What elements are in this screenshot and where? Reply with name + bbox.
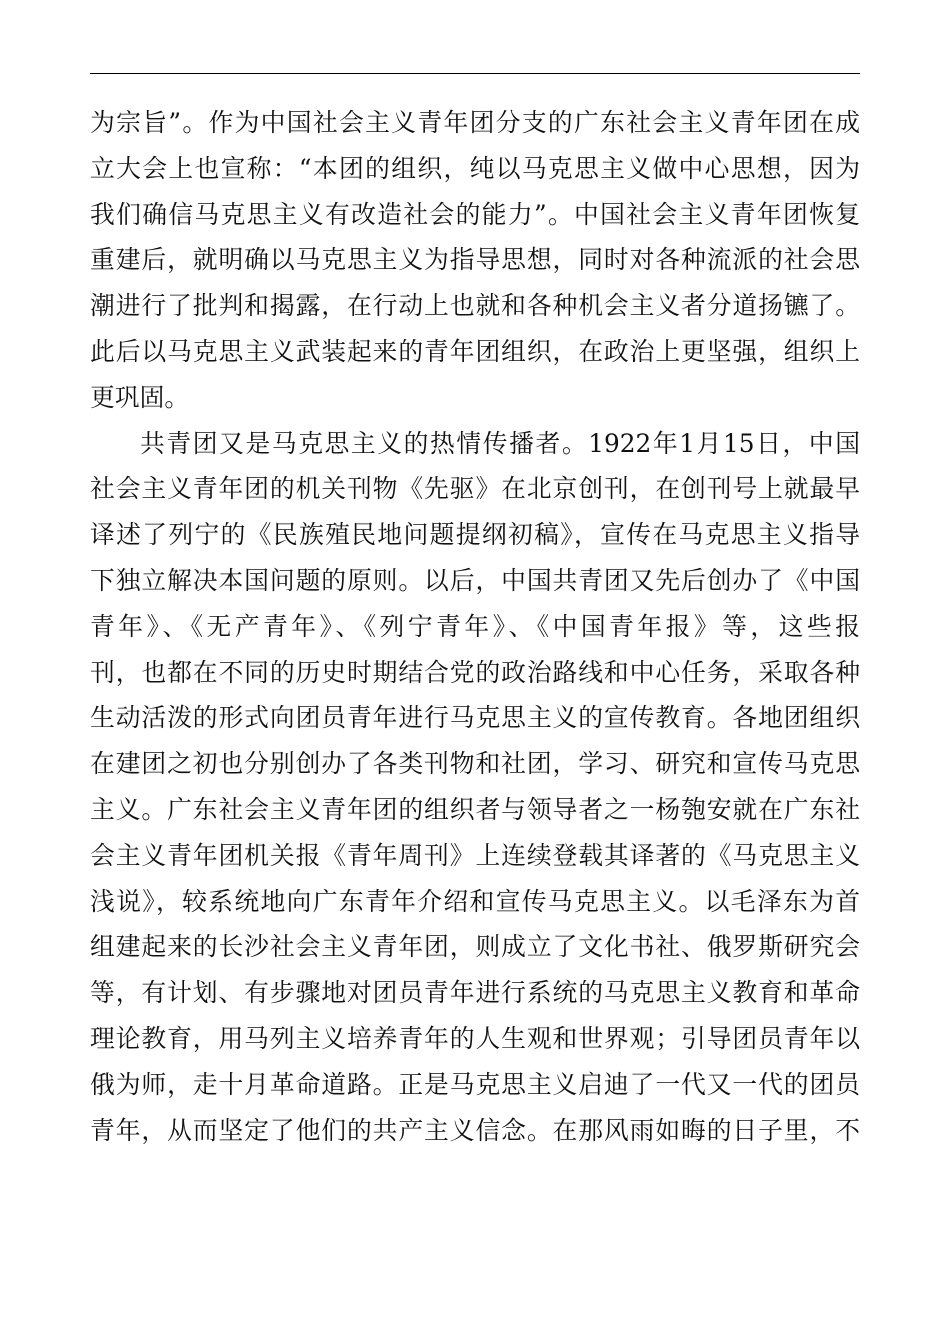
text-line: 主义。广东社会主义青年团的组织者与领导者之一杨匏安就在广东社 xyxy=(90,794,860,824)
text-line: 理论教育，用马列主义培养青年的人生观和世界观；引导团员青年以 xyxy=(90,1023,860,1053)
text-line: 共青团又是马克思主义的热情传播者。1922年1月15日，中国 xyxy=(140,428,860,458)
text-line: 浅说》，较系统地向广东青年介绍和宣传马克思主义。以毛泽东为首 xyxy=(90,886,860,916)
paragraph-2 xyxy=(90,421,860,1154)
text-line: 我们确信马克思主义有改造社会的能力”。中国社会主义青年团恢复 xyxy=(90,199,860,229)
text-line: 等，有计划、有步骤地对团员青年进行系统的马克思主义教育和革命 xyxy=(90,978,860,1008)
text-line: 青年，从而坚定了他们的共产主义信念。在那风雨如晦的日子里，不 xyxy=(90,1115,860,1145)
text-line: 更巩固。 xyxy=(90,382,190,412)
text-line: 生动活泼的形式向团员青年进行马克思主义的宣传教育。各地团组织 xyxy=(90,703,860,733)
text-line: 立大会上也宣称：“本团的组织，纯以马克思主义做中心思想，因为 xyxy=(90,153,860,183)
paragraph-1 xyxy=(90,100,860,421)
text-line: 此后以马克思主义武装起来的青年团组织，在政治上更坚强，组织上 xyxy=(90,336,860,366)
text-line: 会主义青年团机关报《青年周刊》上连续登载其译著的《马克思主义 xyxy=(90,840,860,870)
text-line: 重建后，就明确以马克思主义为指导思想，同时对各种流派的社会思 xyxy=(90,245,860,275)
text-line: 俄为师，走十月革命道路。正是马克思主义启迪了一代又一代的团员 xyxy=(90,1069,860,1099)
body-text xyxy=(90,100,860,1153)
text-line: 潮进行了批判和揭露，在行动上也就和各种机会主义者分道扬镳了。 xyxy=(90,291,860,321)
text-line: 组建起来的长沙社会主义青年团，则成立了文化书社、俄罗斯研究会 xyxy=(90,932,860,962)
text-line: 在建团之初也分别创办了各类刊物和社团，学习、研究和宣传马克思 xyxy=(90,749,860,779)
text-line: 译述了列宁的《民族殖民地问题提纲初稿》，宣传在马克思主义指导 xyxy=(90,520,860,550)
text-line: 刊，也都在不同的历史时期结合党的政治路线和中心任务，采取各种 xyxy=(90,657,860,687)
text-line: 为宗旨”。作为中国社会主义青年团分支的广东社会主义青年团在成 xyxy=(90,108,860,137)
text-line: 青年》、《无产青年》、《列宁青年》、《中国青年报》等，这些报 xyxy=(90,611,860,641)
text-line: 下独立解决本国问题的原则。以后，中国共青团又先后创办了《中国 xyxy=(90,565,860,595)
header-rule xyxy=(90,73,860,74)
text-line: 社会主义青年团的机关刊物《先驱》在北京创刊，在创刊号上就最早 xyxy=(90,474,860,504)
